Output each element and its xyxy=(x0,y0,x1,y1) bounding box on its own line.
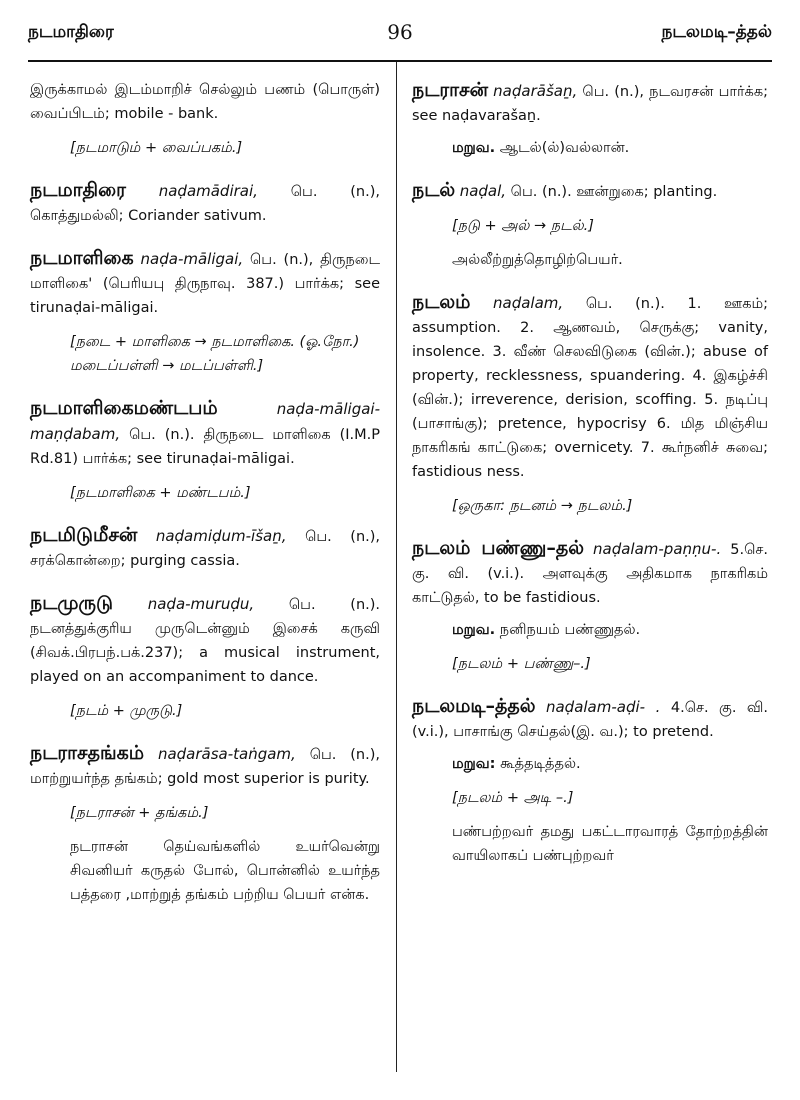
entry-nadarasa-tangam xyxy=(30,741,380,907)
entry-nadamaligai-mandabam xyxy=(30,396,380,505)
synonym-line xyxy=(452,752,768,776)
left-column xyxy=(30,78,380,925)
explanatory-note: பண்பற்றவர் தமது பகட்டாரவாரத் தோற்றத்தின் வாயிலாகப் பண்புற்றவர் xyxy=(452,824,768,864)
definition: இருக்காமல் இடம்மாறிச் செல்லும் பணம் (பொருள்) வைப்பிடம்; mobile - bank. xyxy=(30,82,380,122)
definition xyxy=(412,536,768,610)
entry-nadalam-pannu xyxy=(412,536,768,676)
etymology: [ஒருகா: நடனம் → நடலம்.] xyxy=(452,498,633,514)
entry-nadalamadi xyxy=(412,694,768,868)
entry-continuation xyxy=(30,78,380,160)
page-header xyxy=(28,14,772,54)
etymology: [நடை + மாளிகை → நடமாளிகை. (ஓ.நோ.) மடைப்பள்ளி → மடப்பள்ளி.] xyxy=(70,334,360,374)
transliteration: naḍamādirai, xyxy=(158,182,258,200)
etymology: [நடலம் + அடி –.] xyxy=(452,790,574,806)
transliteration: naḍarāsa-taṅgam, xyxy=(157,745,296,763)
entry-nadamurudu xyxy=(30,591,380,723)
transliteration: naḍalam, xyxy=(493,294,564,312)
entry-nadamaligai xyxy=(30,246,380,378)
transliteration: naḍalam-paṇṇu-. xyxy=(593,540,722,558)
headword: நடராசதங்கம் xyxy=(30,742,145,764)
definition-text: 4.செ. கு. வி. (v.i.), பாசாங்கு செய்தல்(இ. வ.); to pretend. xyxy=(412,700,768,740)
headword: நடலம் பண்ணு–தல் xyxy=(412,537,585,559)
definition-text: பெ. (n.), கொத்துமல்லி; Coriander sativum. xyxy=(30,184,380,224)
headword: நடராசன் xyxy=(412,79,488,101)
definition xyxy=(30,396,380,471)
etymology: [நடம் + முருடு.] xyxy=(70,703,183,719)
definition-text: 5.செ. கு. வி. (v.i.). அளவுக்கு அதிகமாக நாகரிகம் காட்டுதல், to be fastidious. xyxy=(412,542,768,606)
headword: நடமாளிகைமண்டபம் xyxy=(30,397,218,419)
synonym-label: மறுவ: xyxy=(452,756,496,772)
transliteration: naḍa-māligai-maṇḍabam, xyxy=(30,400,380,443)
headword: நடலம் xyxy=(412,291,471,313)
definition-text: பெ. (n.), திருநடை மாளிகை' (பெரியபு திருநாவு. 387.) பார்க்க; see tirunaḍai-māligai. xyxy=(30,252,381,316)
transliteration: naḍa-muruḍu, xyxy=(147,595,255,613)
transliteration: naḍarāšaṉ, xyxy=(493,82,578,100)
transliteration: naḍamiḍum-īšaṉ, xyxy=(155,527,287,545)
definition xyxy=(30,591,380,689)
definition-text: பெ. (n.). ஊன்றுகை; planting. xyxy=(510,184,718,200)
entry-nadalam xyxy=(412,290,768,518)
entry-nadamadirai xyxy=(30,178,380,228)
definition xyxy=(30,246,380,320)
header-rule xyxy=(28,60,772,62)
definition-text: பெ. (n.), மாற்றுயர்ந்த தங்கம்; gold most superior is purity. xyxy=(30,747,380,787)
definition xyxy=(412,694,768,744)
headword: நடலமடி–த்தல் xyxy=(412,695,536,717)
etymology: [நடமாடும் + வைப்பகம்.] xyxy=(70,140,243,156)
headword: நடமுருடு xyxy=(30,592,113,614)
headword: நடமாதிரை xyxy=(30,179,126,201)
definition xyxy=(412,78,768,128)
etymology: [நடு + அல் → நடல்.] xyxy=(452,218,594,234)
transliteration: naḍalam-aḍi- . xyxy=(545,698,661,716)
etymology: [நடமாளிகை + மண்டபம்.] xyxy=(70,485,251,501)
definition-text: பெ. (n.). நடனத்துக்குரிய முருடென்னும் இசைக் கருவி (சிவக்.பிரபந்.பக்.237); a musical instrument, played on an accompaniment to dance. xyxy=(30,597,381,685)
etymology: [நடராசன் + தங்கம்.] xyxy=(70,805,209,821)
transliteration: naḍal, xyxy=(459,182,507,200)
header-guide-word-left: நடமாதிரை xyxy=(28,22,114,42)
synonym-text: கூத்தடித்தல். xyxy=(500,756,581,772)
definition xyxy=(30,523,380,573)
explanatory-note: அல்லீற்றுத்தொழிற்பெயர். xyxy=(452,252,623,268)
definition-text: பெ. (n.), நடவரசன் பார்க்க; see naḍavarašaṉ. xyxy=(412,84,768,124)
synonym-line xyxy=(452,136,768,160)
right-column xyxy=(412,78,768,886)
headword: நடல் xyxy=(412,179,456,201)
definition xyxy=(30,178,380,228)
synonym-text: நனிநயம் பண்ணுதல். xyxy=(499,622,641,638)
header-guide-word-right: நடலமடி–த்தல் xyxy=(661,22,772,42)
definition-text: பெ. (n.). திருநடை மாளிகை (I.M.P Rd.81) பார்க்க; see tirunaḍai-māligai. xyxy=(30,427,380,467)
entry-nadarasan xyxy=(412,78,768,160)
page-number: 96 xyxy=(387,20,413,44)
synonym-label: மறுவ. xyxy=(452,140,496,156)
definition xyxy=(30,741,380,791)
synonym-line xyxy=(452,618,768,642)
synonym-label: மறுவ. xyxy=(452,622,496,638)
explanatory-note: நடராசன் தெய்வங்களில் உயர்வென்று சிவனியர் கருதல் போல், பொன்னில் உயர்ந்த பத்தரை ,மாற்றுத் தங்கம் பற்றிய பெயர் என்க. xyxy=(70,839,380,903)
entry-nadal xyxy=(412,178,768,272)
headword: நடமாளிகை xyxy=(30,247,134,269)
etymology: [நடலம் + பண்ணு–.] xyxy=(452,656,591,672)
definition-text: பெ. (n.), சரக்கொன்றை; purging cassia. xyxy=(30,529,381,569)
definition-text: பெ. (n.). 1. ஊகம்; assumption. 2. ஆணவம், செருக்கு; vanity, insolence. 3. வீண் செலவிடுகை (வின்.); abuse of property, recklessness, spuandering. 4. இகழ்ச்சி (வின்.); irreverence, derision, scoffing. 5. நடிப்பு (பாசாங்கு); pretence, hypocrisy 6. மித மிஞ்சிய நாகரிகங் காட்டுகை; overnicety. 7. கூர்நனிச் சுவை; fastidious ness. xyxy=(412,296,769,480)
transliteration: naḍa-māligai, xyxy=(140,250,244,268)
definition xyxy=(412,178,768,204)
synonym-text: ஆடல்(ல்)வல்லான். xyxy=(499,140,630,156)
definition xyxy=(412,290,768,484)
entry-nadamidumisan xyxy=(30,523,380,573)
column-divider xyxy=(396,62,397,1072)
headword: நடமிடுமீசன் xyxy=(30,524,138,546)
